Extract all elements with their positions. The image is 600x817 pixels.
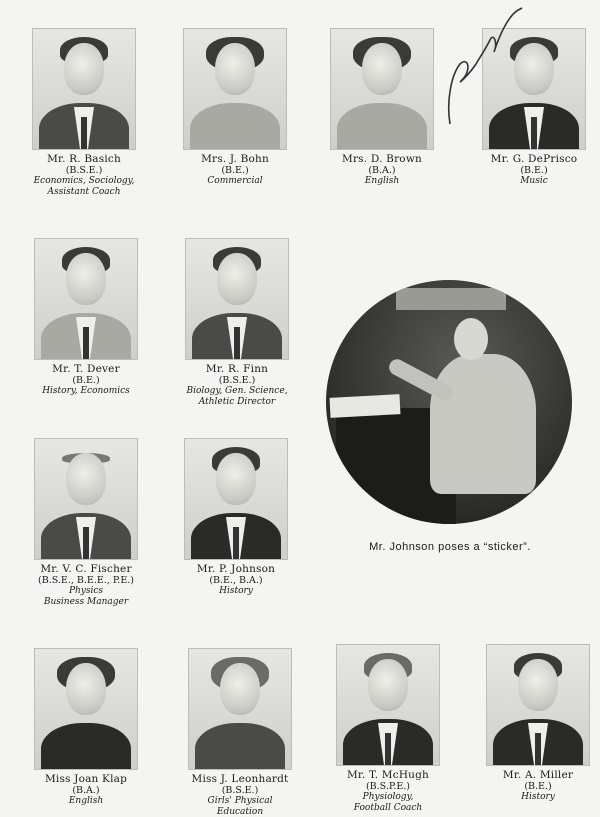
faculty-role: Physics [26,586,146,597]
faculty-portrait-photo [185,238,289,360]
faculty-degree: (B.A.) [26,785,146,796]
faculty-degree: (B.E.) [478,781,598,792]
faculty-card [175,28,295,187]
faculty-name: Miss J. Leonhardt [180,773,300,785]
faculty-role: Commercial [175,176,295,187]
faculty-name: Mr. P. Johnson [176,563,296,575]
faculty-name: Mr. T. McHugh [328,769,448,781]
faculty-portrait-photo [188,648,292,770]
faculty-portrait-photo [330,28,434,150]
faculty-degree: (B.S.P.E.) [328,781,448,792]
faculty-card [177,238,297,407]
faculty-portrait-photo [34,438,138,560]
faculty-portrait-photo [184,438,288,560]
faculty-name: Mrs. D. Brown [322,153,442,165]
faculty-card [478,644,598,803]
faculty-role: English [26,796,146,807]
faculty-degree: (B.A.) [322,165,442,176]
faculty-card [26,648,146,807]
faculty-name: Mr. G. DePrisco [474,153,594,165]
faculty-degree: (B.S.E., B.E.E., P.E.) [26,575,146,586]
faculty-role: Music [474,176,594,187]
faculty-role: Football Coach [328,803,448,814]
faculty-role: Girls' Physical [180,796,300,807]
faculty-portrait-photo [34,238,138,360]
faculty-card [176,438,296,597]
faculty-portrait-photo [32,28,136,150]
faculty-role: Business Manager [26,597,146,608]
faculty-degree: (B.S.E.) [24,165,144,176]
faculty-name: Mr. V. C. Fischer [26,563,146,575]
faculty-role: Athletic Director [177,397,297,408]
faculty-role: Biology, Gen. Science, [177,386,297,397]
faculty-degree: (B.E., B.A.) [176,575,296,586]
faculty-card [24,28,144,197]
faculty-role: History [478,792,598,803]
handwritten-signature [438,4,528,134]
faculty-card [328,644,448,813]
faculty-degree: (B.E.) [175,165,295,176]
faculty-role: Economics, Sociology, [24,176,144,187]
featured-photo-caption: Mr. Johnson poses a “sticker”. [330,541,570,553]
faculty-degree: (B.E.) [26,375,146,386]
faculty-card [180,648,300,817]
faculty-name: Mr. A. Miller [478,769,598,781]
faculty-role: Education [180,807,300,817]
faculty-role: Assistant Coach [24,187,144,198]
faculty-portrait-photo [486,644,590,766]
faculty-portrait-photo [336,644,440,766]
faculty-name: Mr. R. Finn [177,363,297,375]
faculty-role: English [322,176,442,187]
faculty-card [322,28,442,187]
faculty-name: Mr. T. Dever [26,363,146,375]
faculty-name: Mrs. J. Bohn [175,153,295,165]
faculty-role: History, Economics [26,386,146,397]
faculty-role: Physiology, [328,792,448,803]
faculty-card [26,238,146,397]
faculty-degree: (B.S.E.) [177,375,297,386]
faculty-name: Miss Joan Klap [26,773,146,785]
faculty-role: History [176,586,296,597]
faculty-portrait-photo [183,28,287,150]
faculty-name: Mr. R. Basich [24,153,144,165]
featured-classroom-photo [326,280,572,524]
faculty-degree: (B.S.E.) [180,785,300,796]
faculty-portrait-photo [34,648,138,770]
faculty-card [26,438,146,607]
faculty-degree: (B.E.) [474,165,594,176]
